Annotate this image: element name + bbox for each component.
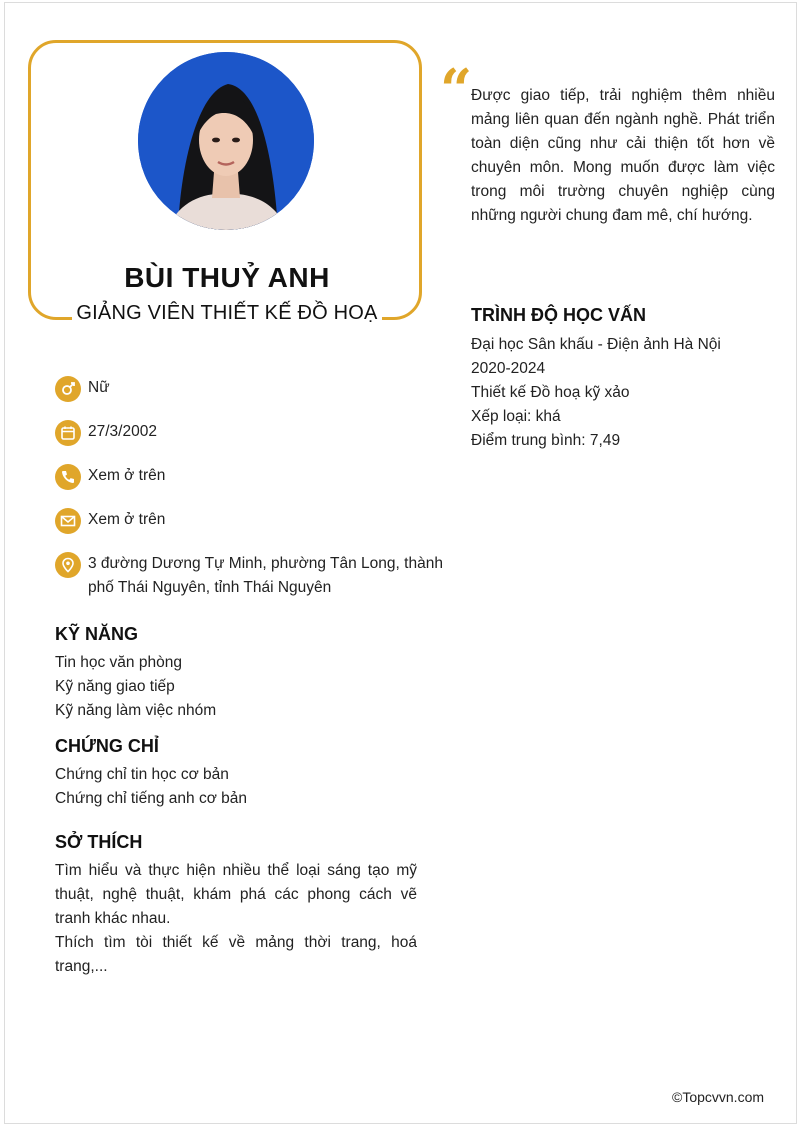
location-icon (55, 552, 81, 578)
skills-heading: KỸ NĂNG (55, 624, 139, 644)
gender-text: Nữ (88, 379, 110, 396)
calendar-icon (55, 420, 81, 446)
profile-photo (138, 52, 314, 230)
hobby-paragraph: Thích tìm tòi thiết kế về mảng thời trang, hoá trang,... (55, 934, 417, 975)
list-item: Kỹ năng giao tiếp (55, 678, 175, 695)
phone-icon (55, 464, 81, 490)
contact-item-birthday (55, 420, 445, 446)
education-major: Thiết kế Đồ hoạ kỹ xảo (471, 384, 630, 401)
hobbies-heading: SỞ THÍCH (55, 832, 143, 852)
education-heading: TRÌNH ĐỘ HỌC VẤN (471, 305, 646, 325)
education-years: 2020-2024 (471, 360, 546, 377)
address-text: 3 đường Dương Tự Minh, phường Tân Long, thành phố Thái Nguyên, tỉnh Thái Nguyên (88, 555, 443, 596)
contact-item-gender (55, 376, 445, 402)
email-icon (55, 508, 81, 534)
email-text: Xem ở trên (88, 511, 166, 528)
job-title-wrap (28, 302, 426, 325)
certificates-list (55, 763, 247, 811)
career-objective: Được giao tiếp, trải nghiệm thêm nhiều mảng liên quan đến ngành nghề. Phát triển toàn diện cũng như cải thiện tốt hơn về chuyên môn. Mong muốn được làm việc trong môi trường chuyên nghiệp cùng những người chung đam mê, chí hướng. (471, 87, 775, 224)
job-title: GIẢNG VIÊN THIẾT KẾ ĐỒ HOẠ (72, 302, 381, 325)
contact-list (55, 376, 445, 618)
education-rank: Xếp loại: khá (471, 408, 561, 425)
contact-item-address (55, 552, 445, 600)
quote-icon: “ (440, 57, 473, 123)
education-school: Đại học Sân khấu - Điện ảnh Hà Nội (471, 336, 721, 353)
list-item: Chứng chỉ tin học cơ bản (55, 766, 229, 783)
candidate-name: BÙI THUỶ ANH (124, 262, 330, 293)
hobby-paragraph: Tìm hiểu và thực hiện nhiều thể loại sáng tạo mỹ thuật, nghệ thuật, khám phá các phong cách vẽ tranh khác nhau. (55, 862, 417, 927)
phone-text: Xem ở trên (88, 467, 166, 484)
education-gpa: Điểm trung bình: 7,49 (471, 432, 621, 449)
footer-copyright: ©Topcvvn.com (672, 1089, 765, 1105)
contact-item-email (55, 508, 445, 534)
list-item: Chứng chỉ tiếng anh cơ bản (55, 790, 248, 807)
certificates-heading: CHỨNG CHỈ (55, 736, 159, 756)
hobbies-list (55, 859, 417, 979)
skills-list (55, 651, 216, 723)
contact-item-phone (55, 464, 445, 490)
gender-icon (55, 376, 81, 402)
list-item: Kỹ năng làm việc nhóm (55, 702, 217, 719)
education-list (471, 333, 721, 453)
list-item: Tin học văn phòng (55, 654, 182, 671)
birthday-text: 27/3/2002 (88, 423, 157, 440)
